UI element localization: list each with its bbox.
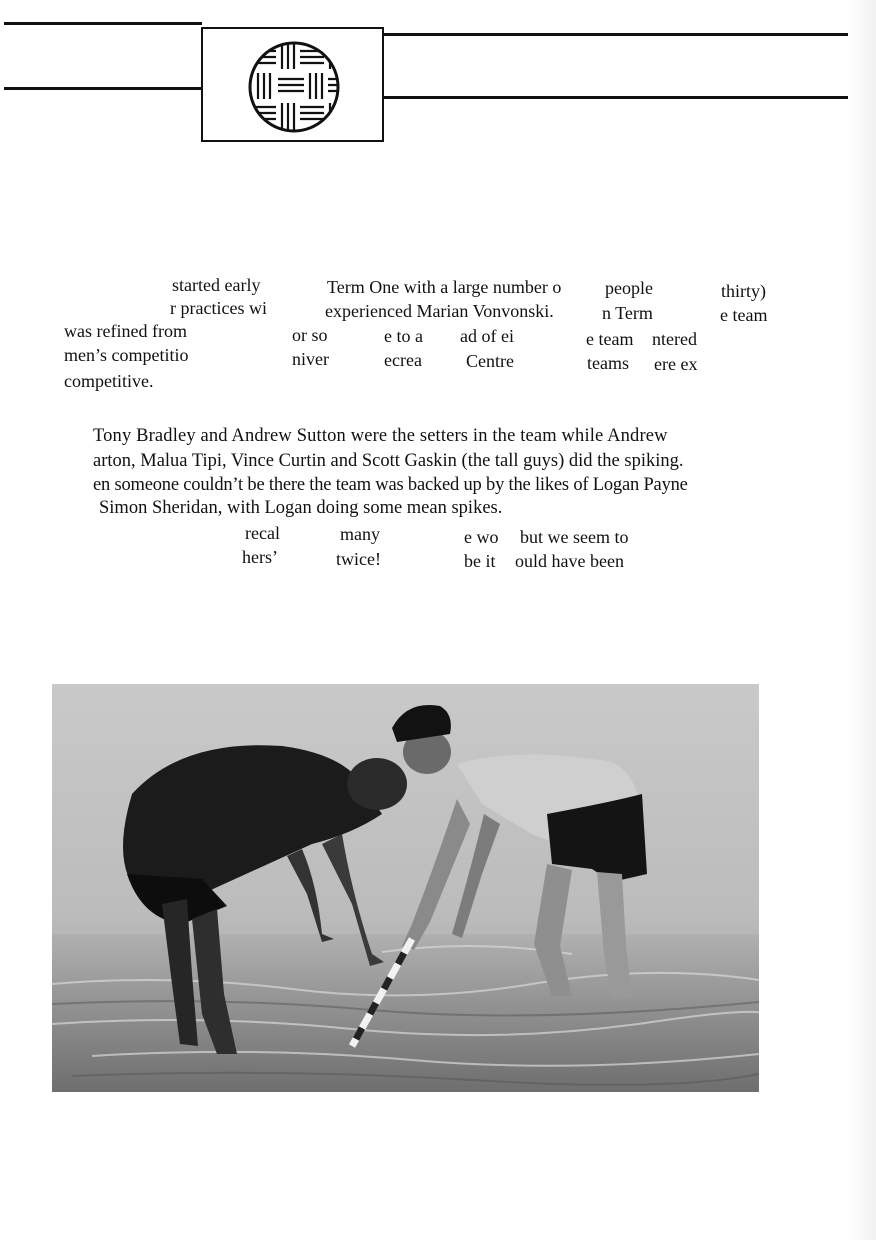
text-fragment: people — [605, 278, 653, 298]
text-fragment: ntered — [652, 329, 697, 349]
paragraph-line: en someone couldn’t be there the team was backed up by the likes of Logan Payne — [93, 475, 688, 495]
text-fragment: ad of ei — [460, 326, 514, 346]
text-fragment: niver — [292, 349, 329, 369]
text-fragment: e team — [720, 305, 768, 325]
page-edge-shadow — [848, 0, 876, 1240]
header-rule-bottom-right — [384, 96, 848, 99]
text-fragment: e wo — [464, 527, 499, 547]
text-fragment: men’s competitio — [64, 345, 189, 365]
text-fragment: ould have been — [515, 551, 624, 571]
text-fragment: teams — [587, 353, 629, 373]
two-people-measuring-in-water-photo — [52, 684, 759, 1092]
text-fragment: Centre — [466, 351, 514, 371]
text-fragment: Term One with a large number o — [327, 277, 562, 297]
text-fragment: be it — [464, 551, 496, 571]
text-fragment: competitive. — [64, 371, 154, 391]
text-fragment: but we seem to — [520, 527, 629, 547]
text-fragment: or so — [292, 325, 328, 345]
text-fragment: was refined from — [64, 321, 187, 341]
text-fragment: thirty) — [721, 281, 766, 301]
text-fragment: recal — [245, 523, 280, 543]
paragraph-line: Simon Sheridan, with Logan doing some mean spikes. — [99, 498, 503, 518]
text-fragment: ere ex — [654, 354, 698, 374]
woven-ball-icon — [248, 41, 340, 133]
header-rule-bottom-left — [4, 87, 202, 90]
paragraph-line: arton, Malua Tipi, Vince Curtin and Scott Gaskin (the tall guys) did the spiking. — [93, 451, 684, 471]
text-fragment: experienced Marian Vonvonski. — [325, 301, 554, 321]
text-fragment: e team — [586, 329, 634, 349]
paragraph-line: Tony Bradley and Andrew Sutton were the setters in the team while Andrew — [93, 426, 668, 446]
header-rule-top-right — [384, 33, 848, 36]
text-fragment: n Term — [602, 303, 653, 323]
header-rule-top-left — [4, 22, 202, 25]
header-logo-box — [201, 27, 384, 142]
text-fragment: twice! — [336, 549, 381, 569]
text-fragment: many — [340, 524, 380, 544]
text-fragment: hers’ — [242, 547, 278, 567]
text-fragment: e to a — [384, 326, 423, 346]
text-fragment: started early — [172, 275, 261, 295]
text-fragment: r practices wi — [170, 298, 267, 318]
text-fragment: ecrea — [384, 350, 422, 370]
